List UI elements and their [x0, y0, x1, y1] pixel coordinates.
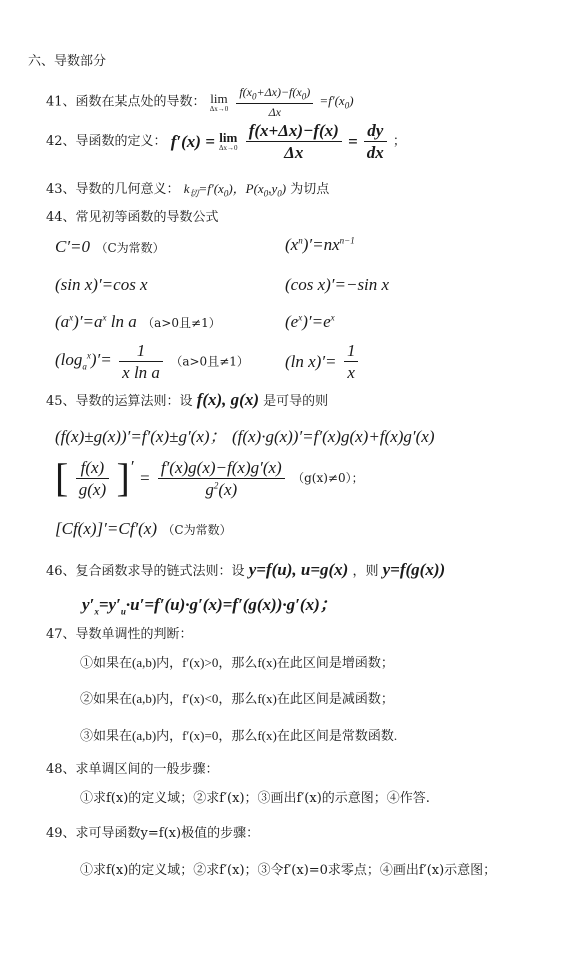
section-title-text: 六、导数部分 — [28, 54, 107, 69]
rule-decreasing — [80, 692, 394, 706]
item-44 — [46, 211, 219, 224]
rule-3: ③如果在(a,b)内，f′(x)=0，那么f(x)在此区间是常数函数. — [80, 728, 398, 743]
chain-rule: $y'_x=y'_u\cdot u'=f'(u)\cdot g'(x)=f'(g(x))\cdot g'(x)$； — [82, 595, 337, 617]
sin-derivative: (sin x)′=cos x — [55, 275, 148, 294]
item-47 — [46, 628, 193, 641]
power-derivative: $(x^n)'=nx^{n-1}$ — [285, 235, 355, 254]
item-43-tail: 为切点 — [290, 182, 330, 197]
item-45 — [46, 391, 328, 408]
dy-dx: $\frac{dy}{dx}$ — [364, 122, 387, 161]
f-g-functions: f(x), g(x) — [196, 390, 259, 409]
item-41 — [46, 86, 354, 118]
item-45-label: 45、导数的运算法则：设 — [46, 394, 193, 409]
item-48-label: 48、求单调区间的一般步骤： — [46, 762, 219, 777]
equals-sign: = — [347, 132, 358, 151]
equals-quotient: = — [138, 468, 151, 488]
cos-derivative: (cos x)′=−sin x — [285, 275, 390, 294]
item-43 — [46, 182, 329, 199]
item-43-label: 43、导数的几何意义： — [46, 182, 180, 197]
c-note: （C为常数） — [95, 241, 165, 255]
product-rule: (f(x)·g(x))′=f′(x)g(x)+f(x)g′(x) — [231, 427, 435, 446]
constant-derivative: C′=0 — [55, 237, 91, 256]
formula-chain — [82, 596, 337, 616]
formula-quotient — [55, 455, 364, 500]
rule-1: ①如果在(a,b)内，f′(x)>0，那么f(x)在此区间是增函数； — [80, 655, 394, 670]
log-lhs: $(\log_a^x)'=$ — [55, 350, 112, 372]
item-48 — [46, 763, 219, 776]
item-45-tail: 是可导的则 — [263, 394, 329, 409]
formula-cos — [285, 276, 389, 294]
rule-2: ②如果在(a,b)内，f′(x)<0，那么f(x)在此区间是减函数； — [80, 691, 394, 706]
limit-41: lim Δx→0 — [209, 90, 229, 113]
item-44-label: 44、常见初等函数的导数公式 — [46, 210, 219, 225]
formula-log — [55, 342, 249, 381]
item-47-label: 47、导数单调性的判断： — [46, 627, 193, 642]
item-49 — [46, 827, 259, 840]
left-bracket: [ — [55, 455, 69, 500]
section-title — [28, 55, 106, 68]
exp-a-derivative: $(a^x)'=a^x$ ln a — [55, 312, 137, 331]
steps-48-text: ①求f(x)的定义域；②求f′(x)；③画出f′(x)的示意图；④作答. — [80, 791, 430, 806]
derivative-at-point: $=f'(x_0)$ — [319, 92, 354, 111]
log-fraction: $\frac{1}{\text{x ln a}}$ — [119, 342, 163, 381]
item-46 — [46, 561, 445, 578]
item-42 — [46, 122, 406, 161]
steps-48 — [80, 792, 430, 805]
limit-42: lim Δx→0 — [219, 130, 238, 152]
formula-sin — [55, 276, 148, 294]
steps-49-text: ①求f(x)的定义域；②求f′(x)；③令f′(x)=0求零点；④画出f′(x)示意图； — [80, 863, 497, 878]
cf-note: （C为常数） — [162, 523, 232, 537]
item-46-label: 46、复合函数求导的链式法则：设 — [46, 564, 245, 579]
formula-exp-e — [285, 313, 335, 331]
steps-49 — [80, 864, 496, 877]
formula-constant — [55, 238, 165, 256]
difference-quotient-41: $\frac{f(x_0+\Delta x)-f(x_0)}{\Delta x}$ — [236, 86, 313, 118]
composite-def: y=f(u), u=g(x) — [248, 560, 349, 579]
exp-e-derivative: $(e^x)'=e^x$ — [285, 312, 335, 331]
prime-mark: ′ — [129, 457, 134, 476]
right-bracket: ] — [116, 455, 130, 500]
rule-constant — [80, 729, 397, 743]
item-46-then: ，则 — [352, 564, 379, 579]
formula-power — [285, 236, 355, 254]
formula-sum-product — [55, 428, 435, 446]
semicolon: ； — [392, 134, 406, 149]
item-41-label: 41、函数在某点处的导数： — [46, 94, 206, 110]
ln-lhs: (ln x)′= — [285, 352, 337, 371]
quotient-condition: （g(x)≠0）； — [292, 471, 364, 485]
log-note: （a>0且≠1） — [170, 354, 249, 369]
slope-formula: $k_切=f'(x_0)$，$P(x_0,y_0)$ — [183, 181, 287, 199]
difference-quotient-42: $\frac{f(x+\Delta x)-f(x)}{\Delta x}$ — [246, 122, 342, 161]
rule-increasing — [80, 656, 394, 670]
quotient-lhs: $\frac{f(x)}{g(x)}$ — [76, 459, 109, 498]
formula-constant-multiple — [55, 520, 232, 538]
item-42-label: 42、导函数的定义： — [46, 134, 167, 149]
composite-func: y=f(g(x)) — [382, 560, 446, 579]
formula-ln — [285, 342, 360, 381]
quotient-rhs: $\frac{f'(x)g(x)-f(x)g'(x)}{g^2(x)}$ — [158, 459, 285, 498]
derivative-def-lhs: f′(x) = — [170, 132, 215, 151]
formula-exp-a — [55, 313, 221, 331]
ln-fraction: $\frac{1}{x}$ — [344, 342, 359, 381]
sum-rule: (f(x)±g(x))′=f′(x)±g′(x)； — [55, 427, 227, 446]
constant-multiple-rule: [Cf(x)]′=Cf′(x) — [55, 519, 157, 538]
item-49-label: 49、求可导函数y=f(x)极值的步骤： — [46, 826, 260, 841]
a-note: （a>0且≠1） — [142, 316, 221, 330]
